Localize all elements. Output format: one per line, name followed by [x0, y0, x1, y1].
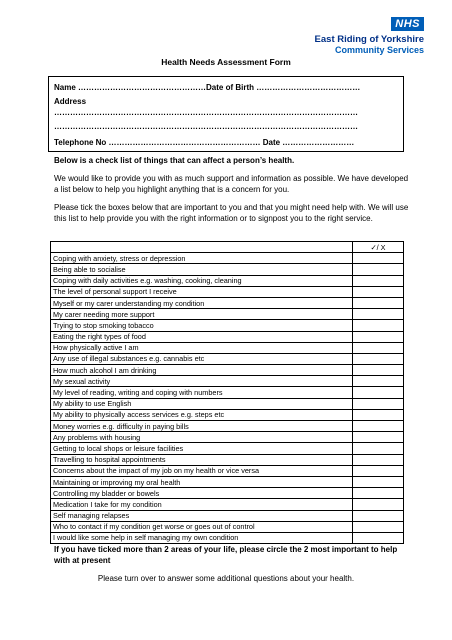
table-row	[51, 275, 404, 286]
tick-box[interactable]	[353, 275, 404, 286]
checklist-heading: Below is a check list of things that can affect a person’s health.	[54, 156, 295, 165]
table-row	[51, 297, 404, 308]
table-row	[51, 521, 404, 532]
health-checklist-table	[50, 241, 404, 544]
intro-paragraph-1: We would like to provide you with as much support and information as possible. We have developed a list below to help you highlight anything that is a concern for you.	[54, 174, 409, 194]
checklist-item-label: Who to contact if my condition get worse or goes out of control	[51, 521, 353, 532]
address-label: Address	[54, 97, 87, 106]
tick-box[interactable]	[353, 432, 404, 443]
tick-box[interactable]	[353, 488, 404, 499]
nhs-badge: NHS	[391, 17, 424, 31]
checklist-item-label: How physically active I am	[51, 342, 353, 353]
tick-box[interactable]	[353, 476, 404, 487]
table-row	[51, 353, 404, 364]
tick-box[interactable]	[353, 532, 404, 543]
checklist-item-label: Concerns about the impact of my job on my health or vice versa	[51, 465, 353, 476]
name-dob-field[interactable]: Name …………………………………………Date of Birth …………………………………	[54, 83, 361, 92]
tick-box[interactable]	[353, 365, 404, 376]
checklist-item-label: Trying to stop smoking tobacco	[51, 320, 353, 331]
table-row	[51, 309, 404, 320]
tick-box[interactable]	[353, 342, 404, 353]
table-row	[51, 465, 404, 476]
closing-instruction: If you have ticked more than 2 areas of your life, please circle the 2 most important to help with at present	[54, 545, 398, 565]
table-row	[51, 331, 404, 342]
personal-details-box	[48, 76, 404, 152]
checklist-item-label: My ability to use English	[51, 398, 353, 409]
nhs-logo	[284, 14, 424, 55]
table-row	[51, 432, 404, 443]
tick-box[interactable]	[353, 409, 404, 420]
checklist-item-label: My carer needing more support	[51, 309, 353, 320]
checklist-item-label: Being able to socialise	[51, 264, 353, 275]
tick-box[interactable]	[353, 331, 404, 342]
checklist-item-label: Getting to local shops or leisure facilities	[51, 443, 353, 454]
checklist-item-label: My sexual activity	[51, 376, 353, 387]
table-row	[51, 488, 404, 499]
address-line-1[interactable]: ……………………………………………………………………………………………………	[54, 108, 358, 117]
checklist-item-label: Money worries e.g. difficulty in paying bills	[51, 421, 353, 432]
table-row	[51, 253, 404, 264]
organisation-subtitle: Community Services	[334, 45, 424, 55]
table-row	[51, 476, 404, 487]
address-line-2[interactable]: ……………………………………………………………………………………………………	[54, 122, 358, 131]
table-row	[51, 421, 404, 432]
table-row	[51, 286, 404, 297]
table-row	[51, 387, 404, 398]
checklist-item-label: Any use of illegal substances e.g. cannabis etc	[51, 353, 353, 364]
checklist-item-label: Coping with anxiety, stress or depression	[51, 253, 353, 264]
table-row	[51, 409, 404, 420]
checklist-item-label: My level of reading, writing and coping with numbers	[51, 387, 353, 398]
checklist-item-label: Coping with daily activities e.g. washing, cooking, cleaning	[51, 275, 353, 286]
table-row	[51, 365, 404, 376]
tick-box[interactable]	[353, 421, 404, 432]
tick-box[interactable]	[353, 253, 404, 264]
checklist-item-label: My ability to physically access services e.g. steps etc	[51, 409, 353, 420]
checklist-item-label: Controlling my bladder or bowels	[51, 488, 353, 499]
table-row	[51, 264, 404, 275]
table-row	[51, 443, 404, 454]
tick-box[interactable]	[353, 499, 404, 510]
tick-box[interactable]	[353, 398, 404, 409]
page-title: Health Needs Assessment Form	[161, 57, 291, 67]
table-row	[51, 499, 404, 510]
tick-box[interactable]	[353, 353, 404, 364]
table-header-row	[51, 242, 404, 253]
checklist-item-label: Medication I take for my condition	[51, 499, 353, 510]
tick-box[interactable]	[353, 264, 404, 275]
tick-box[interactable]	[353, 309, 404, 320]
checklist-item-label: Eating the right types of food	[51, 331, 353, 342]
tick-box[interactable]	[353, 286, 404, 297]
tick-box[interactable]	[353, 297, 404, 308]
table-row	[51, 320, 404, 331]
tick-box[interactable]	[353, 454, 404, 465]
telephone-date-field[interactable]: Telephone No ………………………………………………… Date ………………………	[54, 138, 355, 147]
header-blank-cell	[51, 242, 353, 253]
checklist-item-label: I would like some help in self managing my own condition	[51, 532, 353, 543]
table-row	[51, 510, 404, 521]
tick-box[interactable]	[353, 320, 404, 331]
table-row	[51, 398, 404, 409]
footer-note: Please turn over to answer some additional questions about your health.	[97, 574, 355, 583]
table-row	[51, 342, 404, 353]
intro-paragraph-2: Please tick the boxes below that are important to you and that you might need help with. We will use this list to help provide you with the right information or to signpost you to the right service.	[54, 203, 409, 223]
checklist-item-label: The level of personal support I receive	[51, 286, 353, 297]
checklist-item-label: How much alcohol I am drinking	[51, 365, 353, 376]
tick-box[interactable]	[353, 465, 404, 476]
tick-cross-header: ✓/ X	[353, 242, 404, 253]
table-row	[51, 532, 404, 543]
table-row	[51, 454, 404, 465]
tick-box[interactable]	[353, 521, 404, 532]
checklist-item-label: Maintaining or improving my oral health	[51, 476, 353, 487]
organisation-name: East Riding of Yorkshire	[314, 34, 424, 45]
tick-box[interactable]	[353, 510, 404, 521]
checklist-item-label: Self managing relapses	[51, 510, 353, 521]
checklist-item-label: Myself or my carer understanding my condition	[51, 297, 353, 308]
tick-box[interactable]	[353, 387, 404, 398]
checklist-item-label: Any problems with housing	[51, 432, 353, 443]
tick-box[interactable]	[353, 443, 404, 454]
checklist-item-label: Travelling to hospital appointments	[51, 454, 353, 465]
tick-box[interactable]	[353, 376, 404, 387]
table-row	[51, 376, 404, 387]
